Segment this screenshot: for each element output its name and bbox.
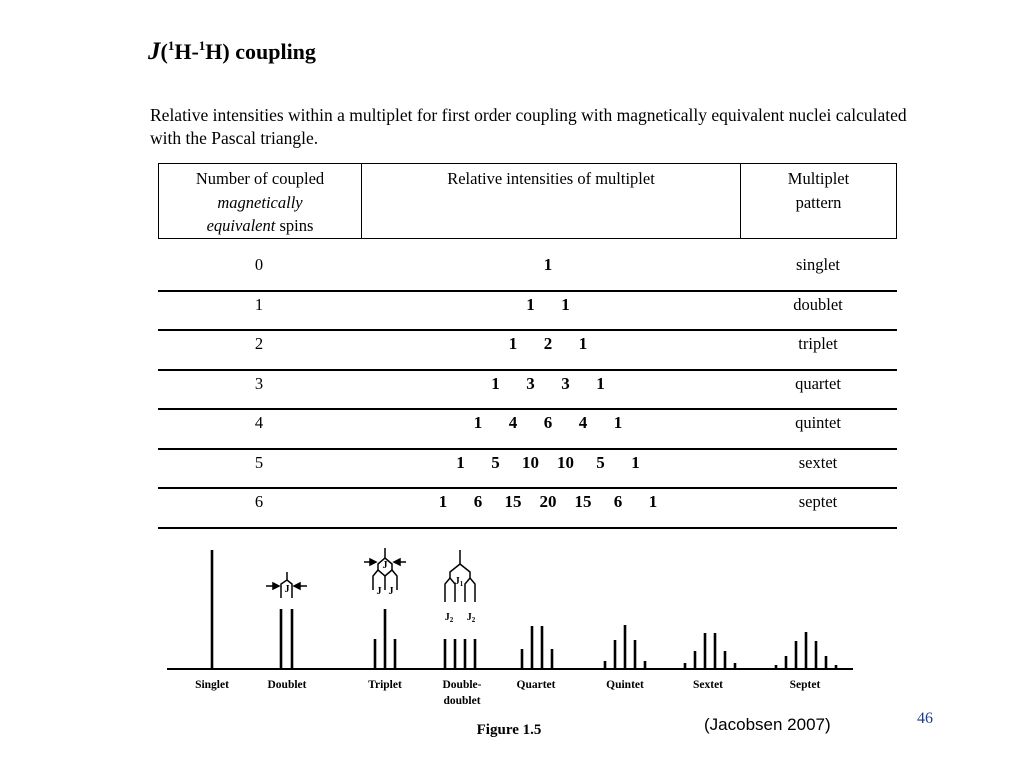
doublet-j-label: J [284, 584, 290, 595]
intensity-value: 5 [491, 452, 500, 472]
intensity-value: 1 [438, 492, 448, 511]
label-double-doublet-1: Double- [442, 679, 482, 691]
header-multiplet-pattern: Multiplet pattern [741, 164, 897, 239]
intensity-value: 1 [456, 452, 465, 472]
intensity-value: 4 [508, 413, 518, 432]
intensity-value: 1 [596, 373, 605, 393]
multiplet-pattern: sextet [798, 452, 838, 472]
coupled-spins-count: 4 [254, 413, 264, 432]
label-quintet: Quintet [606, 679, 644, 691]
intensity-value: 15 [574, 492, 592, 511]
label-singlet: Singlet [195, 679, 229, 691]
slide-title: J($^1$H-$^1$H) coupling [148, 38, 316, 65]
label-double-doublet-2: doublet [443, 695, 481, 707]
multiplet-pattern: doublet [793, 294, 843, 314]
intensity-value: 15 [504, 492, 522, 511]
label-quartet: Quartet [516, 679, 556, 691]
label-sextet: Sextet [692, 679, 724, 691]
intensity-value: 6 [543, 413, 553, 432]
multiplet-pattern: septet [798, 492, 838, 511]
relative-intensities [418, 374, 678, 394]
multiplet-pattern: singlet [796, 255, 840, 274]
intensity-value: 6 [473, 492, 483, 511]
table-row [158, 331, 897, 371]
figure-caption: Figure 1.5 [476, 722, 542, 738]
relative-intensities [418, 255, 678, 275]
dd-j1-label: $J_1$ [454, 576, 464, 588]
intensity-value: 10 [522, 452, 539, 472]
intensity-value: 2 [543, 334, 553, 353]
intensity-value: 1 [508, 334, 518, 353]
relative-intensities [418, 492, 678, 512]
table-row [158, 371, 897, 411]
table-row [158, 450, 897, 490]
coupled-spins-count: 1 [254, 294, 264, 314]
dd-j2-label-right: $J_2$ [466, 612, 476, 624]
intensity-value: 10 [557, 452, 574, 472]
table-row [158, 410, 897, 450]
coupled-spins-count: 2 [254, 334, 264, 353]
table-row [158, 252, 897, 292]
triplet-j-label-right: J [388, 586, 394, 597]
intensity-value: 3 [526, 373, 535, 393]
intensity-value: 5 [596, 452, 605, 472]
intensity-value: 1 [613, 413, 623, 432]
intensity-value: 3 [561, 373, 570, 393]
intensity-value: 20 [539, 492, 557, 511]
spectrum-peaks [167, 550, 853, 669]
relative-intensities [418, 413, 678, 433]
intensity-value: 6 [613, 492, 623, 511]
intensity-value: 1 [561, 294, 570, 314]
intensity-value: 1 [648, 492, 658, 511]
relative-intensities [418, 295, 678, 315]
triplet-j-label-left: J [376, 586, 382, 597]
table-row [158, 292, 897, 332]
relative-intensities [418, 334, 678, 354]
intro-text: Relative intensities within a multiplet for first order coupling with magnetically equivalent nuclei calculated with the Pascal triangle. [150, 105, 907, 148]
intensity-value: 1 [543, 255, 553, 274]
multiplet-pattern: quartet [795, 373, 841, 393]
intensity-value: 1 [578, 334, 588, 353]
dd-j2-label-left: $J_2$ [444, 612, 454, 624]
coupled-spins-count: 3 [254, 373, 264, 393]
coupled-spins-count: 6 [254, 492, 264, 511]
intensity-value: 4 [578, 413, 588, 432]
triplet-j-label: J [382, 560, 388, 571]
header-relative-intensities: Relative intensities of multiplet [362, 164, 741, 239]
page-number: 46 [917, 710, 933, 727]
coupled-spins-count: 5 [254, 452, 264, 472]
label-doublet: Doublet [267, 679, 307, 691]
label-triplet: Triplet [368, 679, 402, 691]
table-row [158, 489, 897, 529]
label-septet: Septet [789, 679, 821, 691]
multiplet-pattern: quintet [795, 413, 841, 432]
intensity-value: 1 [526, 294, 535, 314]
intensity-value: 1 [491, 373, 500, 393]
header-coupled-spins: Number of coupled magnetically equivalent spins [159, 164, 362, 239]
intensity-value: 1 [631, 452, 640, 472]
intensity-value: 1 [473, 413, 483, 432]
relative-intensities [418, 453, 678, 473]
table-body [158, 252, 897, 529]
coupled-spins-count: 0 [254, 255, 264, 274]
table-header [158, 163, 897, 239]
citation: (Jacobsen 2007) [704, 715, 831, 734]
multiplet-pattern: triplet [798, 334, 838, 353]
